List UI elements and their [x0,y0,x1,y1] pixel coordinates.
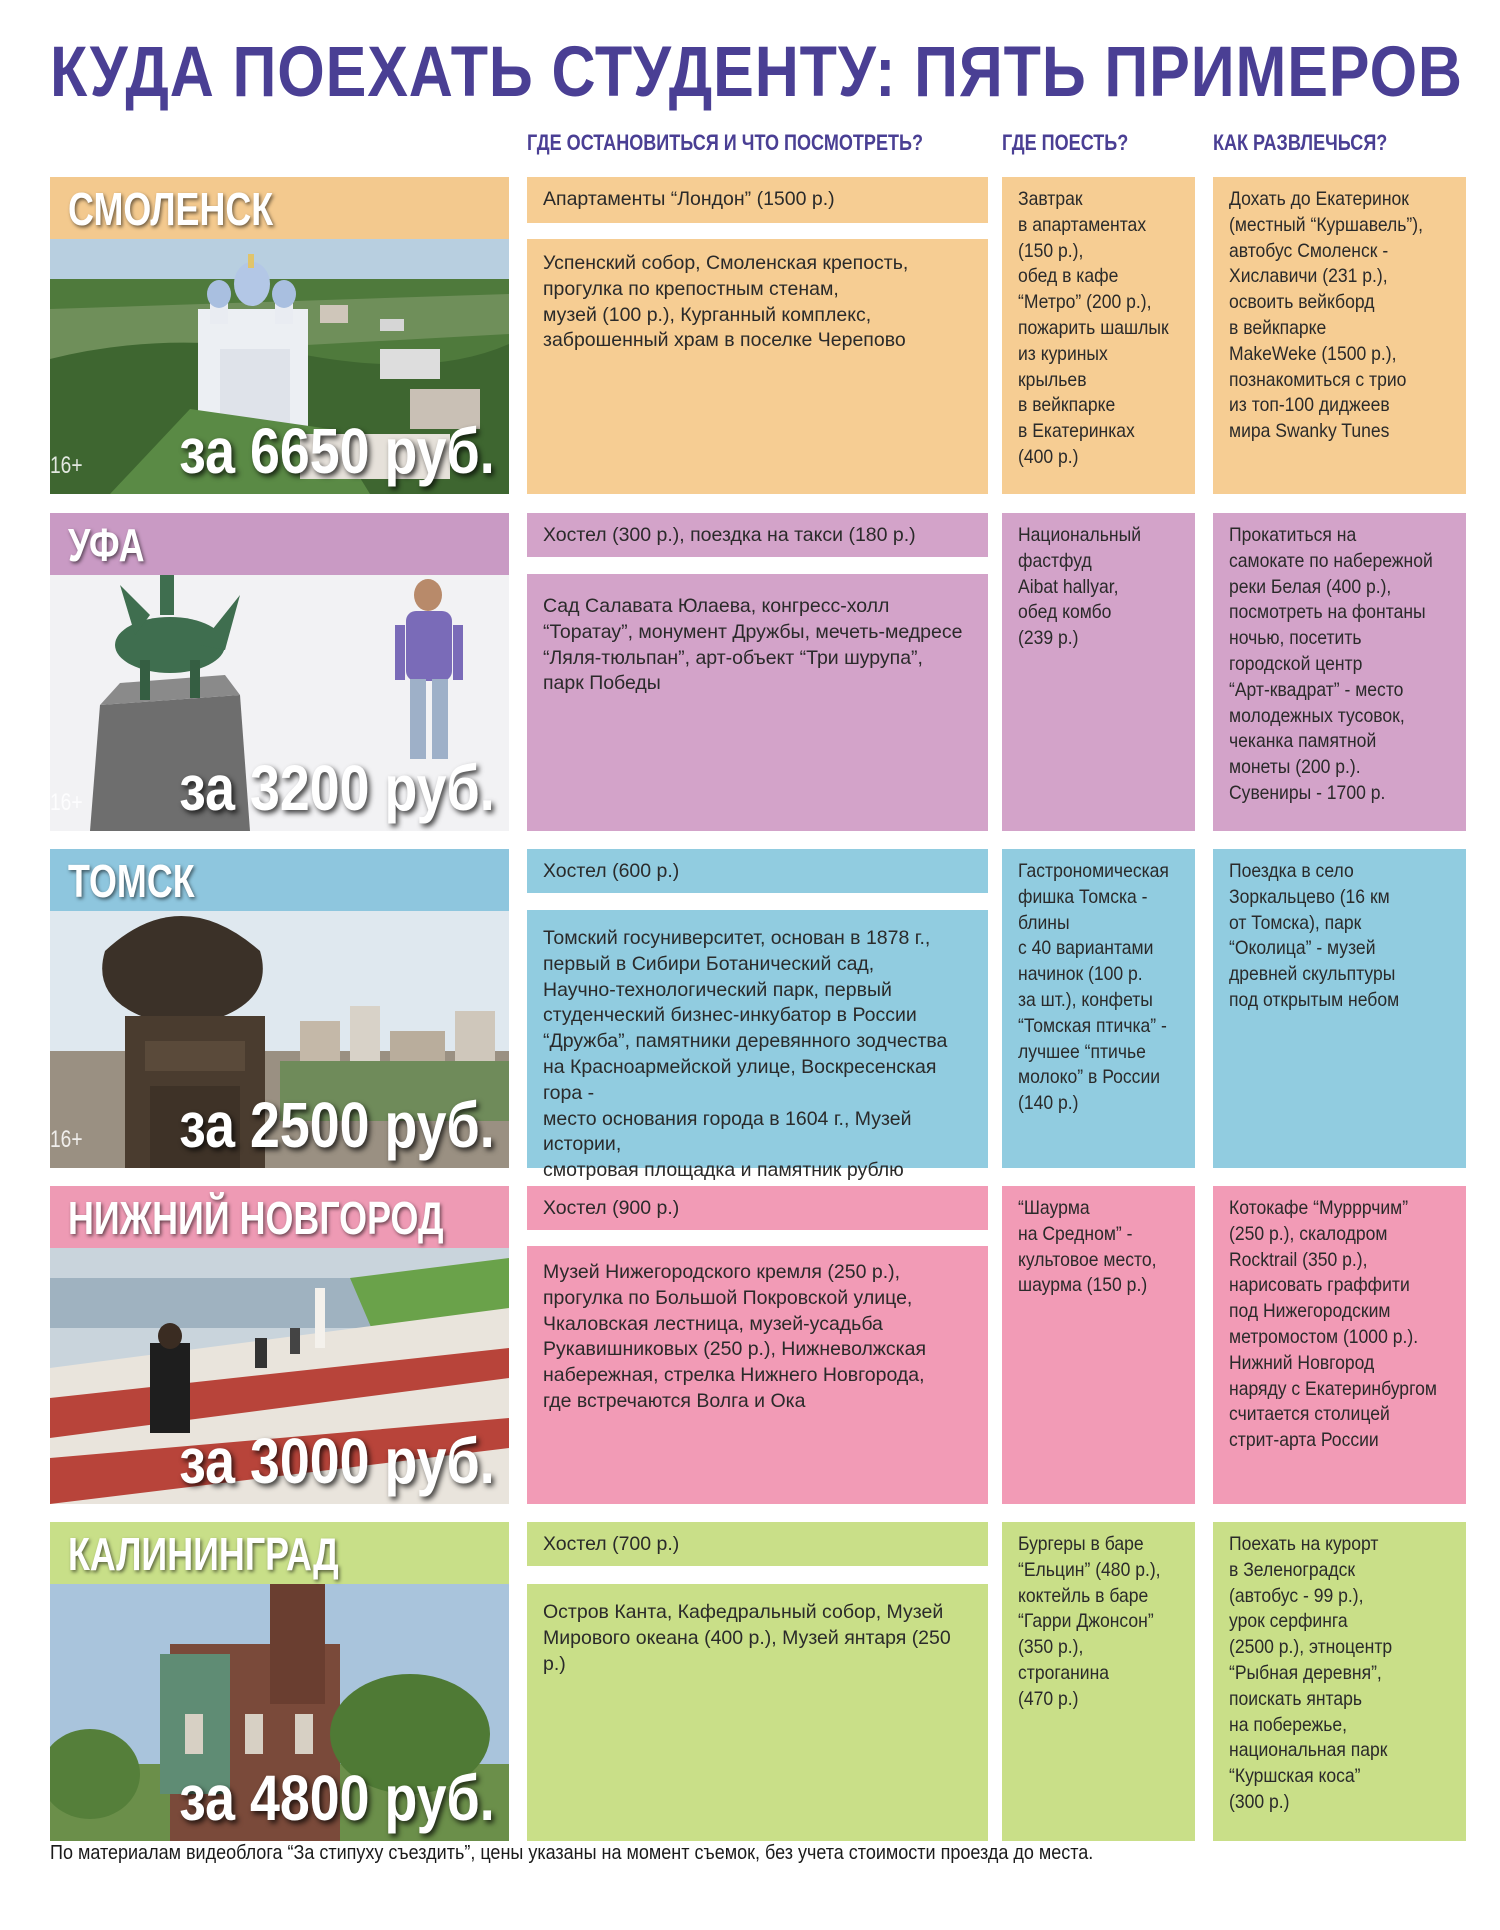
see-text: Остров Канта, Кафедральный собор, Музей Мирового океана (400 р.), Музей янтаря (250 р.) [543,1601,951,1675]
stay-text: Хостел (300 р.), поездка на такси (180 р.) [543,524,916,546]
eat-cell [1002,513,1195,831]
city-row-tomsk [0,849,1500,1182]
fun-cell [1213,849,1466,1168]
city-row-nizhny-novgorod [0,1186,1500,1504]
eat-text: Завтрак в апартаментах (150 р.), обед в кафе “Метро” (200 р.), пожарить шашлык из куриных крыльев в вейкпарке в Екатеринках (400 р.) [1018,188,1169,468]
eat-text: Бургеры в баре “Ельцин” (480 р.), коктейль в баре “Гарри Джонсон” (350 р.), строганина (470 р.) [1018,1533,1161,1710]
city-photo [50,1522,509,1841]
city-row-kaliningrad [0,1522,1500,1841]
footer-note: По материалам видеоблога “За стипуху съездить”, цены указаны на момент съемок, без учета стоимости проезда до места. [50,1842,1094,1864]
eat-text: Национальный фастфуд Aibat hallyar, обед комбо (239 р.) [1018,524,1142,650]
stay-cell [527,177,988,223]
column-header-fun: КАК РАЗВЛЕЧЬСЯ? [1213,130,1388,155]
city-price: за 4800 руб. [179,1762,495,1834]
column-header-stay-see: ГДЕ ОСТАНОВИТЬСЯ И ЧТО ПОСМОТРЕТЬ? [527,130,924,155]
stay-text: Хостел (600 р.) [543,860,680,882]
city-name: ТОМСК [68,855,195,907]
city-price: за 3000 руб. [179,1425,495,1497]
city-row-smolensk [0,177,1500,494]
age-rating: 16+ [50,789,83,816]
fun-cell [1213,1186,1466,1504]
eat-cell [1002,1522,1195,1841]
stay-cell [527,849,988,893]
city-name: НИЖНИЙ НОВГОРОД [68,1192,444,1244]
city-photo [50,849,509,1168]
city-name: СМОЛЕНСК [68,183,274,235]
column-header-eat: ГДЕ ПОЕСТЬ? [1002,130,1129,155]
fun-text: Прокатиться на самокате по набережной реки Белая (400 р.), посмотреть на фонтаны ночью, посетить городской центр “Арт-квадрат” - место молодежных тусовок, чеканка памятной монеты (200 р.). Сувениры - 1700 р. [1229,524,1433,804]
stay-text: Хостел (700 р.) [543,1533,680,1555]
stay-cell [527,1186,988,1230]
stay-cell [527,1522,988,1566]
see-cell [527,910,988,1182]
city-name: КАЛИНИНГРАД [68,1528,339,1580]
fun-text: Поездка в село Зоркальцево (16 км от Томска), парк “Околица” - музей древней скульптуры под открытым небом [1229,860,1400,1011]
see-text: Сад Салавата Юлаева, конгресс-холл “Торатау”, монумент Дружбы, мечеть-медресе “Ляля-тюльпан”, арт-объект “Три шурупа”, парк Победы [543,595,963,695]
page-title: КУДА ПОЕХАТЬ СТУДЕНТУ: ПЯТЬ ПРИМЕРОВ [50,33,1463,112]
fun-text: Дохать до Екатеринок (местный “Куршавель”), автобус Смоленск - Хиславичи (231 р.), освоить вейкборд в вейкпарке MakeWeke (1500 р.), познакомиться с трио из топ-100 диджеев мира Swanky Tunes [1229,188,1423,443]
city-photo [50,177,509,494]
eat-cell [1002,1186,1195,1504]
fun-text: Котокафе “Мурррчим” (250 р.), скалодром Rocktrail (350 р.), нарисовать граффити под Нижегородским метромостом (1000 р.). Нижний Новгород наряду с Екатеринбургом считается столицей стрит-арта России [1229,1197,1437,1452]
fun-text: Поехать на курорт в Зеленоградск (автобус - 99 р.), урок серфинга (2500 р.), этноцентр “Рыбная деревня”, поискать янтарь на побережье, национальная парк “Куршская коса” (300 р.) [1229,1533,1393,1813]
city-photo [50,513,509,831]
fun-cell [1213,177,1466,494]
eat-cell [1002,849,1195,1168]
see-text: Томский госуниверситет, основан в 1878 г., первый в Сибири Ботанический сад, Научно-технологический парк, первый студенческий бизнес-инкубатор в России “Дружба”, памятники деревянного зодчества на Красноармейской улице, Воскресенская гора - место основания города в 1604 г., Музей истории, смотровая площадка и памятник рублю [543,927,948,1182]
see-text: Музей Нижегородского кремля (250 р.), прогулка по Большой Покровской улице, Чкаловская лестница, музей-усадьба Рукавишниковых (250 р.), Нижневолжская набережная, стрелка Нижнего Новгорода, где встречаются Волга и Ока [543,1261,927,1412]
eat-text: “Шаурма на Средном” - культовое место, шаурма (150 р.) [1018,1197,1157,1297]
city-row-ufa [0,513,1500,831]
city-price: за 2500 руб. [179,1089,495,1161]
city-price: за 3200 руб. [179,752,495,824]
age-rating: 16+ [50,1126,83,1153]
see-cell [527,1584,988,1841]
see-cell [527,574,988,831]
see-cell [527,1246,988,1504]
stay-text: Апартаменты “Лондон” (1500 р.) [543,188,835,210]
fun-cell [1213,1522,1466,1841]
age-rating: 16+ [50,452,83,479]
city-price: за 6650 руб. [179,415,495,487]
see-cell [527,239,988,494]
see-text: Успенский собор, Смоленская крепость, прогулка по крепостным стенам, музей (100 р.), Курганный комплекс, заброшенный храм в поселке Черепово [543,252,909,352]
eat-text: Гастрономическая фишка Томска - блины с 40 вариантами начинок (100 р. за шт.), конфеты “Томская птичка” - лучшее “птичье молоко” в России (140 р.) [1018,860,1169,1115]
stay-cell [527,513,988,557]
city-photo [50,1186,509,1504]
eat-cell [1002,177,1195,494]
stay-text: Хостел (900 р.) [543,1197,680,1219]
fun-cell [1213,513,1466,831]
city-name: УФА [68,519,145,571]
